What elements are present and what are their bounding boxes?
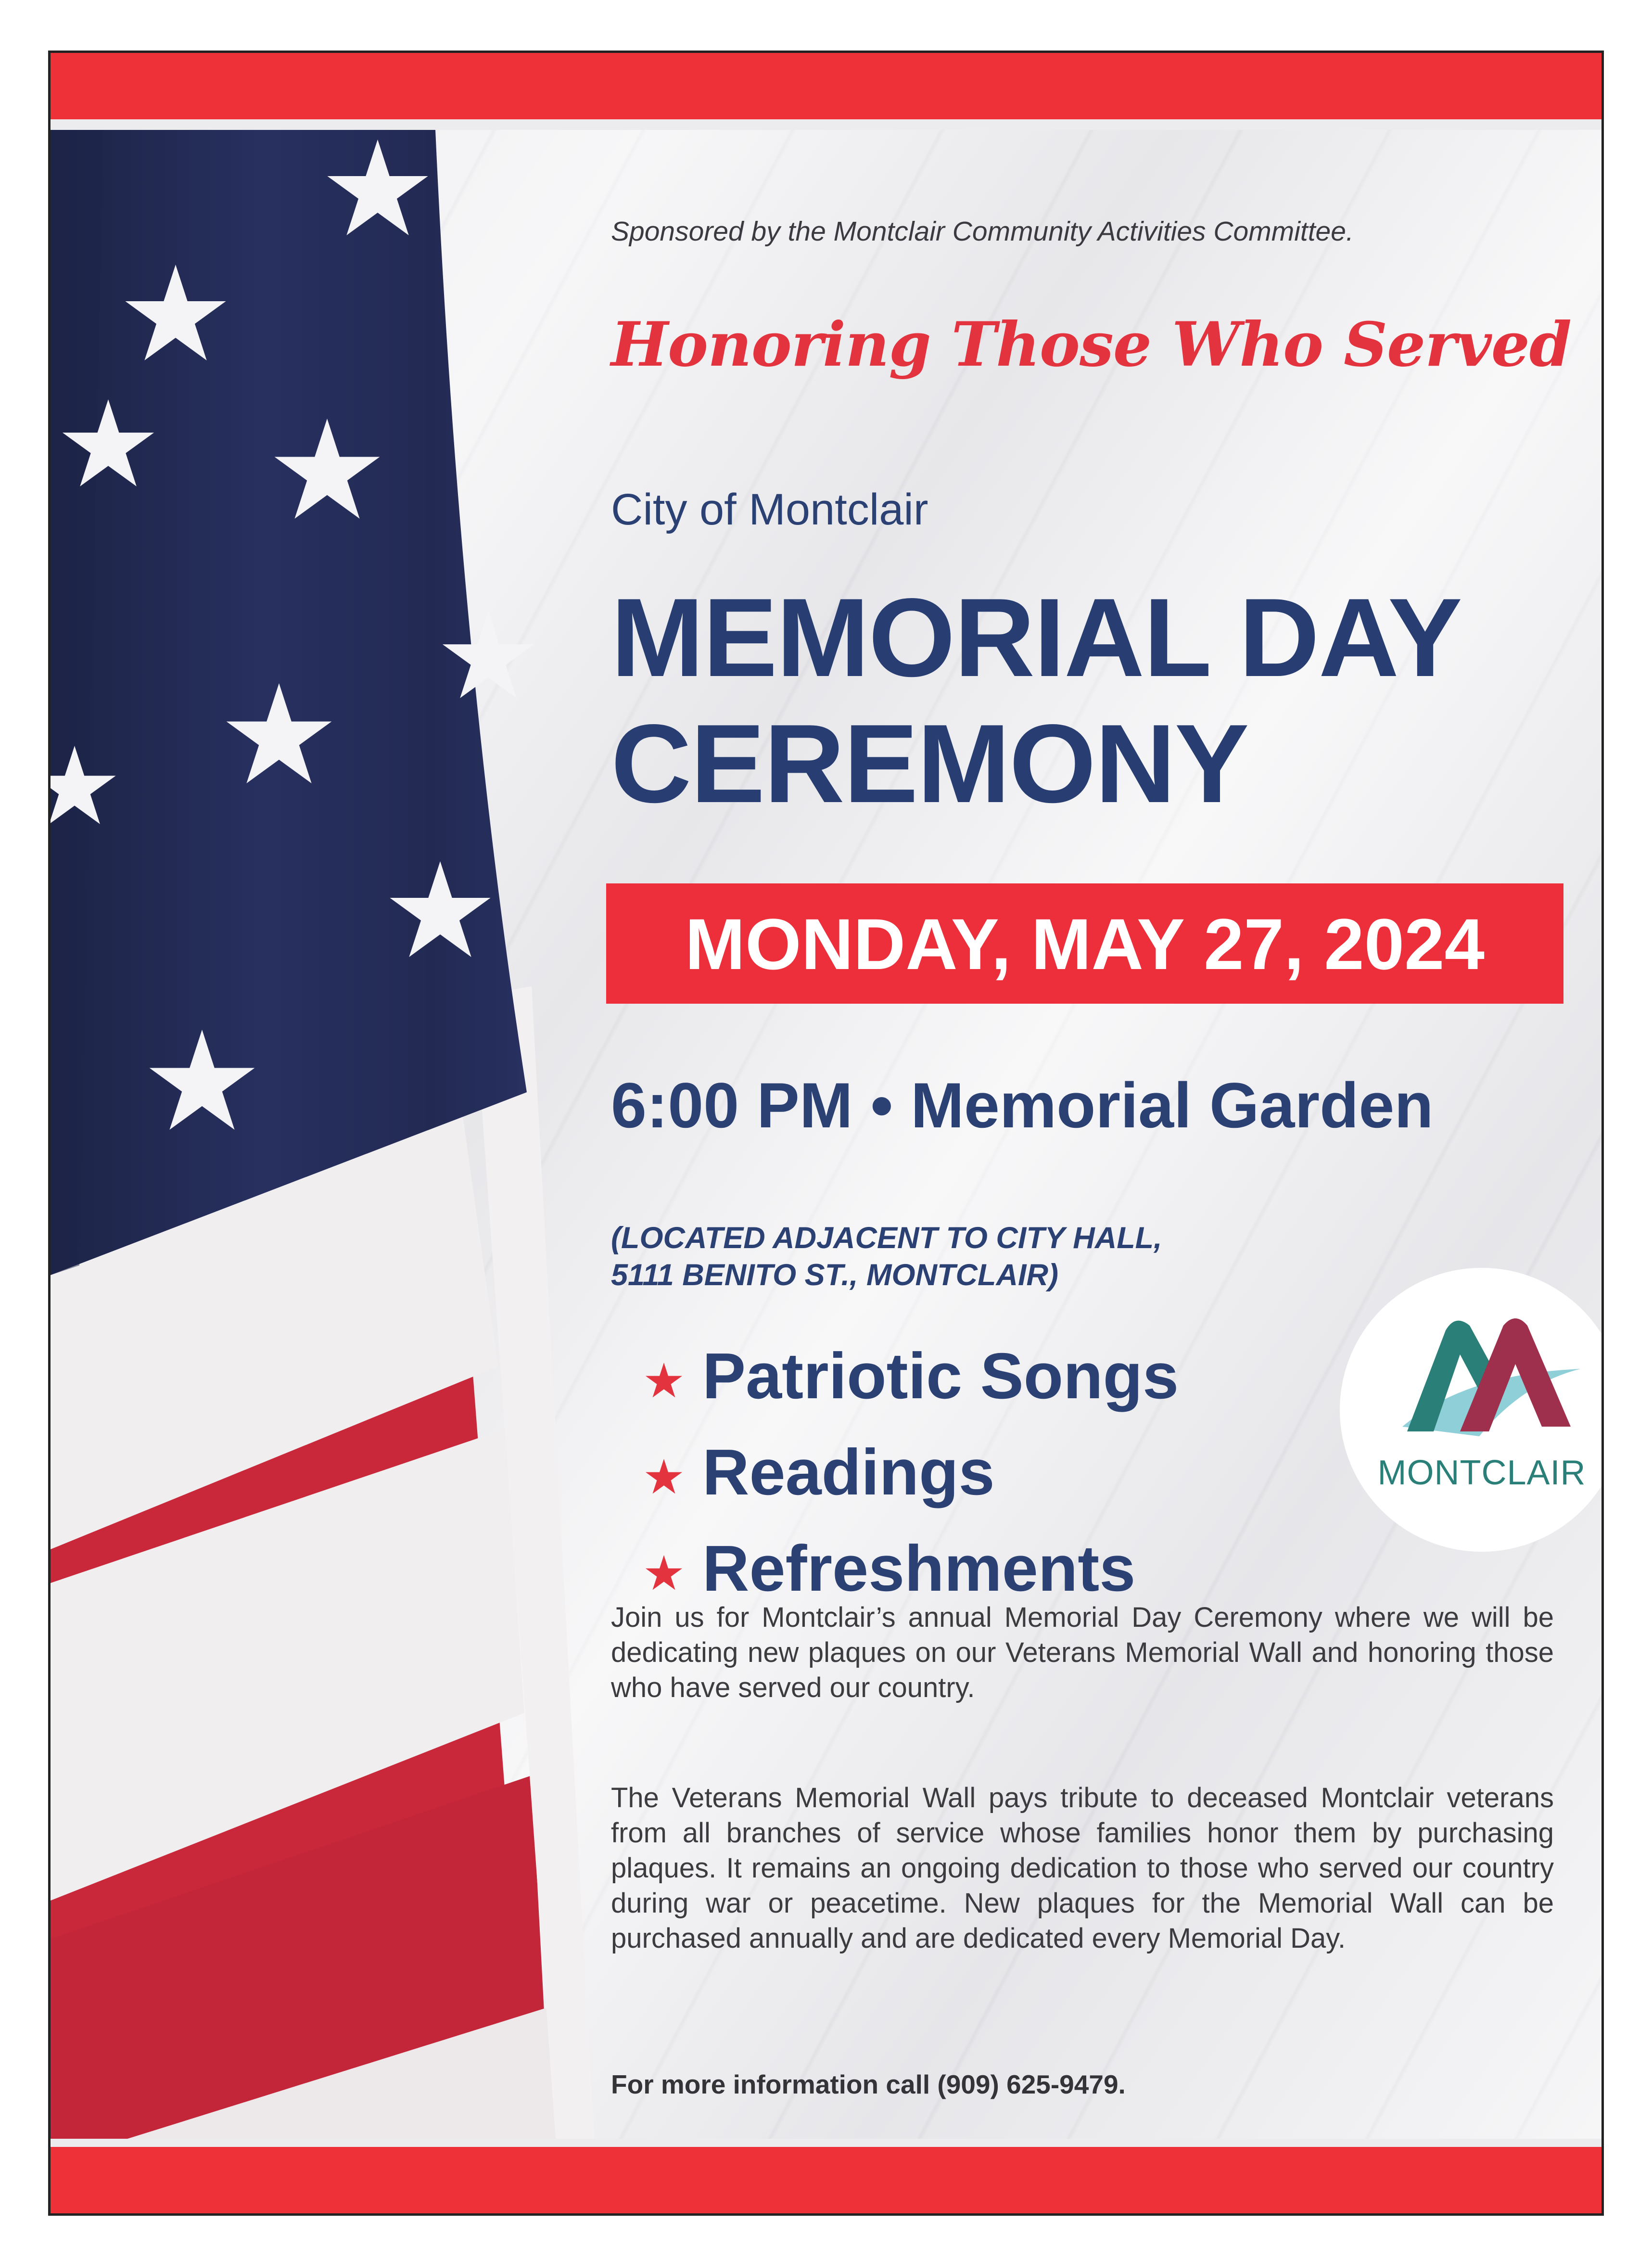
feature-label: Refreshments bbox=[702, 1532, 1136, 1605]
event-title-line2: CEREMONY bbox=[611, 702, 1248, 826]
american-flag-image bbox=[51, 130, 594, 2139]
paragraph-memorial-wall: The Veterans Memorial Wall pays tribute to deceased Montclair veterans from all branches of service whose families honor them by purchasing plaques. It remains an ongoing dedication to those who served our country during war or peacetime. New plaques for the Memorial Wall can be purchased annually and are dedicated every Memorial Day. bbox=[611, 1782, 1554, 1954]
sponsor-line: Sponsored by the Montclair Community Activities Committee. bbox=[611, 216, 1354, 247]
star-bullet-icon bbox=[645, 1459, 683, 1497]
event-title bbox=[611, 575, 1461, 827]
event-date: MONDAY, MAY 27, 2024 bbox=[685, 904, 1485, 984]
top-red-band bbox=[51, 53, 1601, 119]
feature-label: Readings bbox=[702, 1436, 995, 1508]
star-bullet-icon bbox=[645, 1555, 683, 1594]
date-banner bbox=[606, 883, 1563, 1004]
flyer-frame bbox=[48, 51, 1604, 2216]
paragraph-intro: Join us for Montclair’s annual Memorial Day Ceremony where we will be dedicating new plaques on our Veterans Memorial Wall and honoring those who have served our country. bbox=[611, 1602, 1554, 1703]
bottom-red-band bbox=[51, 2147, 1601, 2213]
address-line2: 5111 BENITO ST., MONTCLAIR) bbox=[611, 1258, 1058, 1292]
event-title-line1: MEMORIAL DAY bbox=[611, 575, 1461, 700]
contact-info: For more information call (909) 625-9479. bbox=[611, 2069, 1126, 2099]
logo-text: MONTCLAIR bbox=[1377, 1454, 1586, 1492]
star-bullet-icon bbox=[645, 1363, 683, 1401]
address-line1: (LOCATED ADJACENT TO CITY HALL, bbox=[611, 1221, 1162, 1255]
tagline: Honoring Those Who Served bbox=[611, 309, 1571, 380]
time-location: 6:00 PM • Memorial Garden bbox=[611, 1070, 1434, 1141]
address bbox=[611, 1220, 1162, 1294]
feature-label: Patriotic Songs bbox=[702, 1340, 1179, 1412]
city-name: City of Montclair bbox=[611, 485, 928, 534]
montclair-logo-mark bbox=[1388, 1311, 1580, 1441]
